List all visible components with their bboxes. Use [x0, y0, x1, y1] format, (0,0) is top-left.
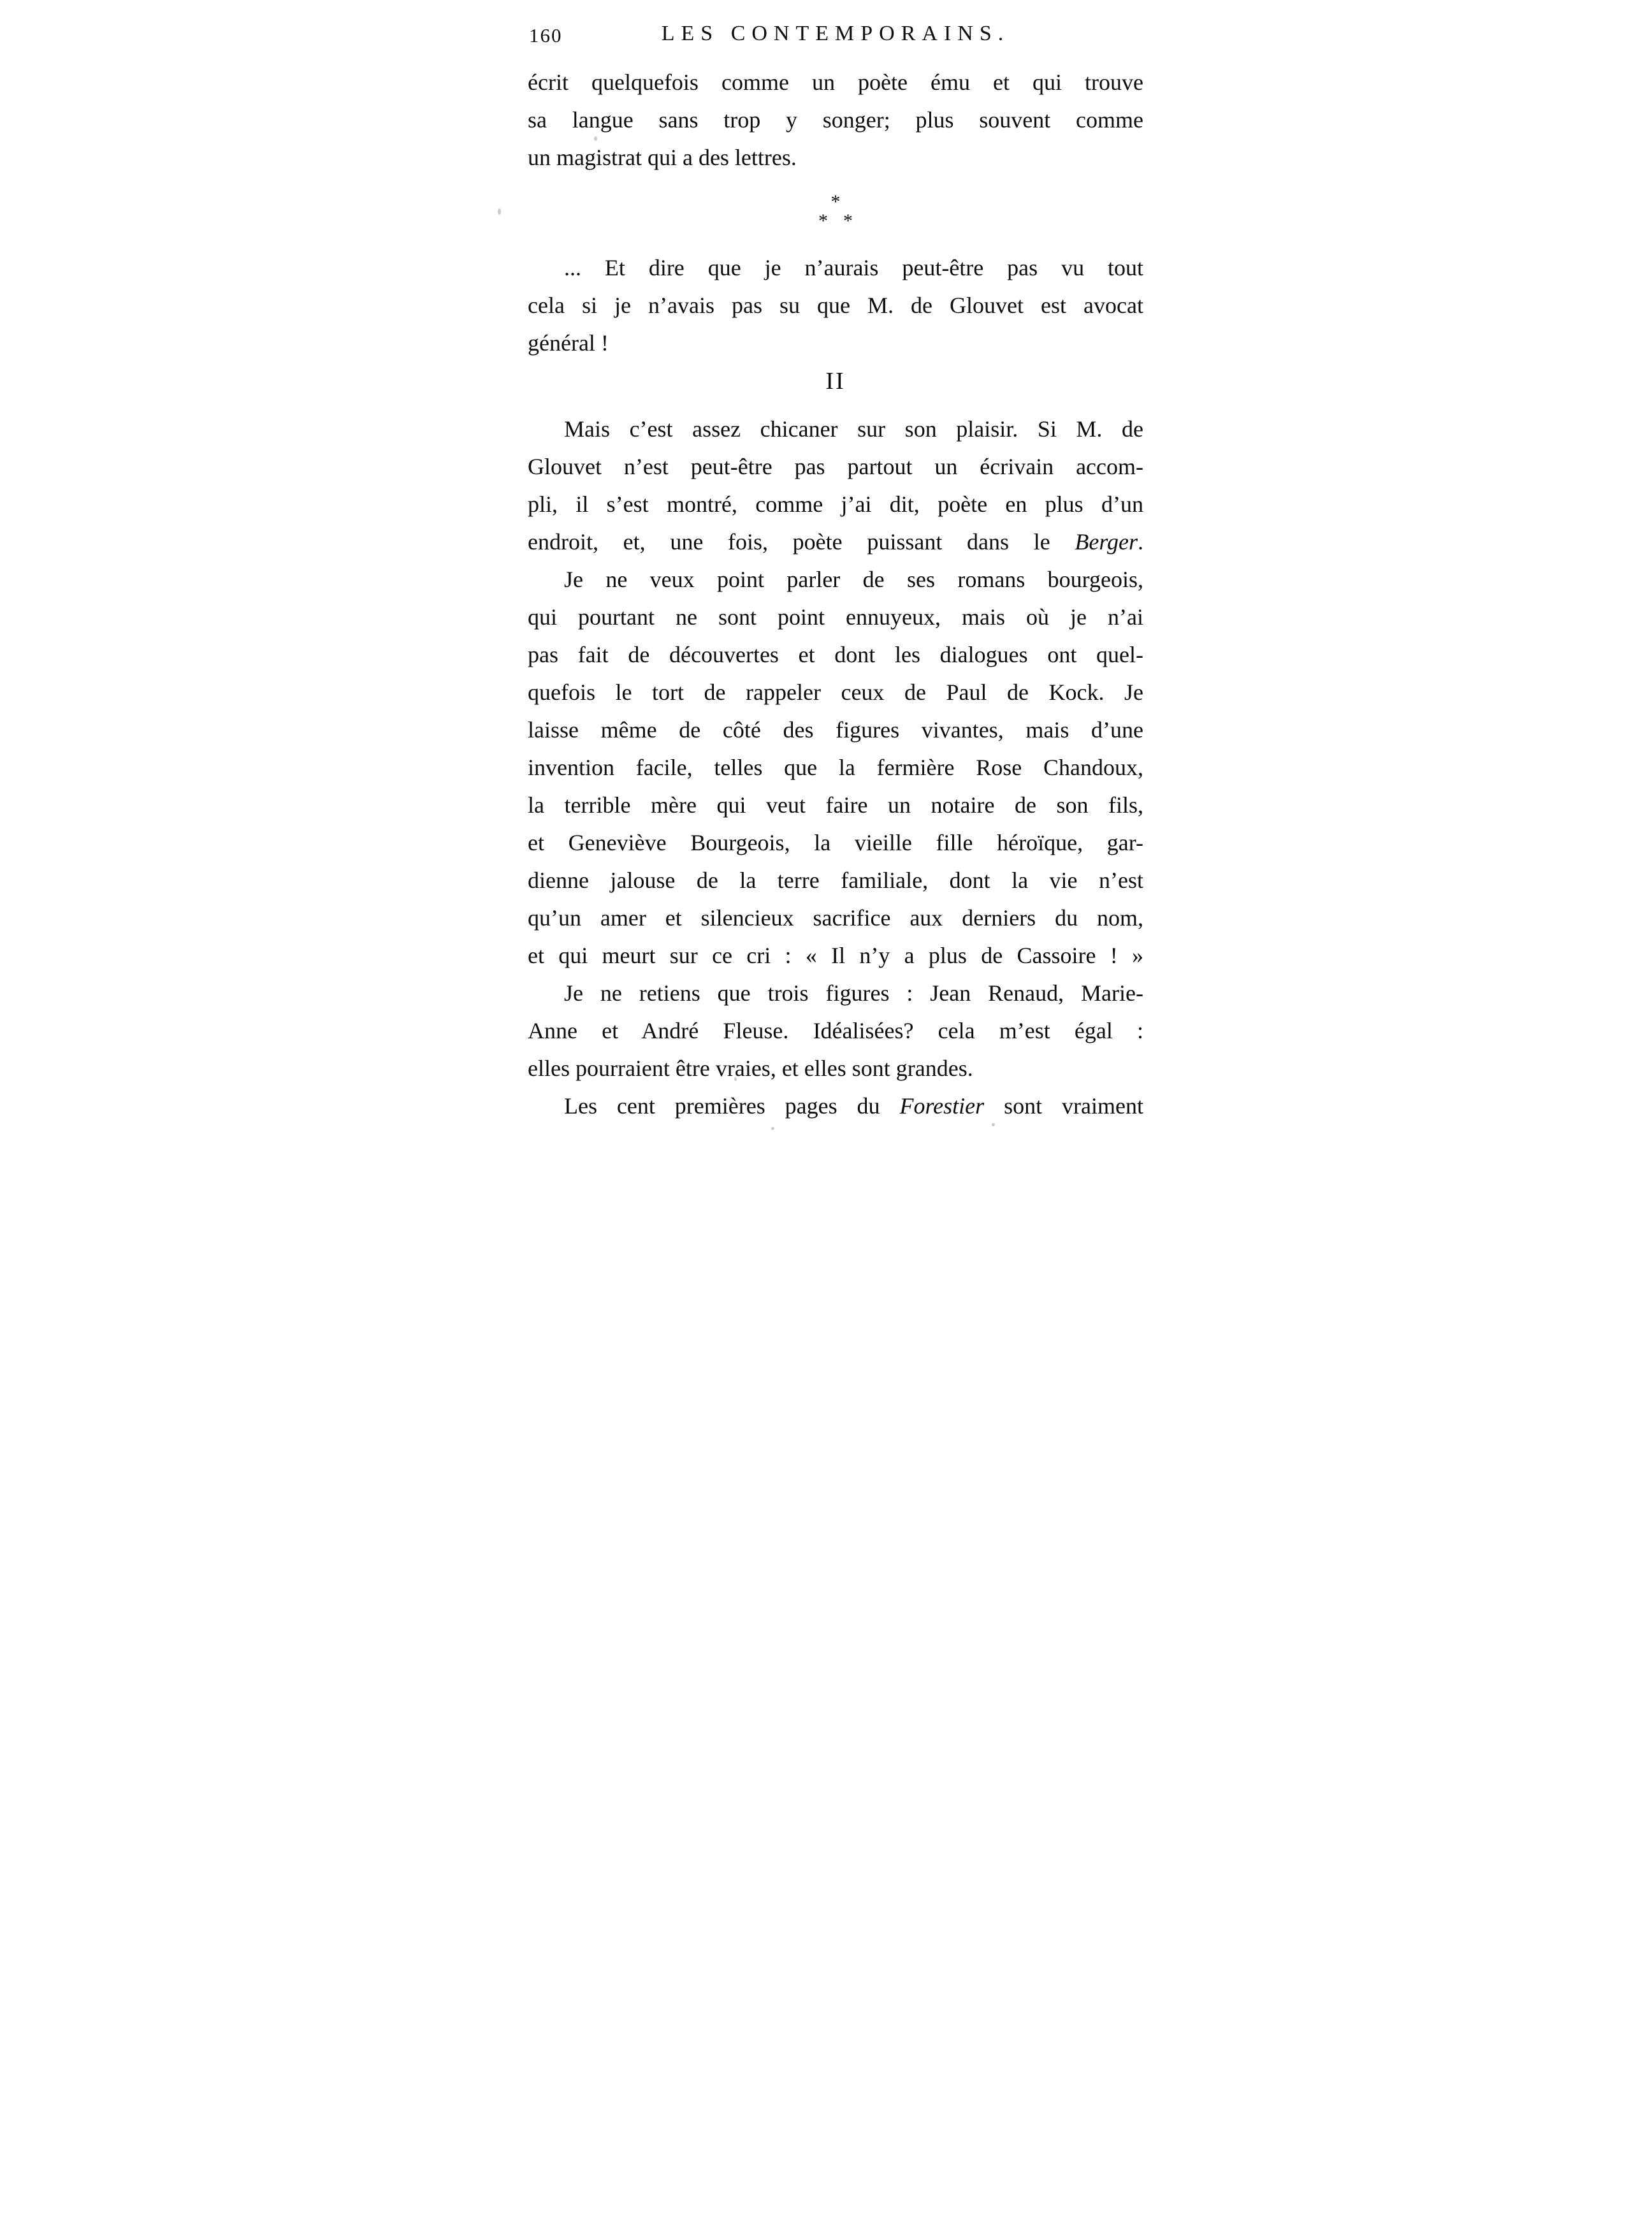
text-line [528, 101, 1143, 139]
asterisk-icon: * [830, 191, 841, 212]
page-number: 160 [529, 24, 563, 47]
scan-artifact [992, 1123, 995, 1126]
text-line [528, 824, 1143, 862]
text-segment: Je ne retiens que trois figures : Jean Renaud, Marie- [564, 980, 1143, 1006]
text-segment: laisse même de côté des figures vivantes, mais d’une [528, 717, 1143, 743]
text-line [528, 937, 1143, 975]
text-line [528, 249, 1143, 287]
section-heading: II [825, 368, 846, 395]
text-segment: la terrible mère qui veut faire un notaire de son fils, [528, 792, 1143, 818]
text-line [528, 749, 1143, 787]
text-segment: . [1138, 529, 1143, 555]
text-segment: endroit, et, une fois, poète puissant dans le [528, 529, 1075, 555]
asterisk-icon: * [843, 210, 853, 231]
text-segment: écrit quelquefois comme un poète ému et qui trouve [528, 69, 1143, 95]
text-line [528, 787, 1143, 824]
running-title: LES CONTEMPORAINS. [661, 22, 1010, 45]
italic-text: Berger [1075, 529, 1138, 555]
text-line [528, 1087, 1143, 1125]
scan-artifact [771, 1127, 774, 1130]
text-segment: elles pourraient être vraies, et elles sont grandes. [528, 1056, 973, 1081]
text-segment: Mais c’est assez chicaner sur son plaisir. Si M. de [564, 416, 1143, 442]
text-segment: Anne et André Fleuse. Idéalisées? cela m’est égal : [528, 1018, 1143, 1043]
text-segment: et qui meurt sur ce cri : « Il n’y a plus de Cassoire ! » [528, 943, 1143, 968]
text-segment: pli, il s’est montré, comme j’ai dit, poète en plus d’un [528, 491, 1143, 517]
text-segment: général ! [528, 330, 609, 356]
scan-artifact [734, 1077, 737, 1081]
scan-artifact [498, 208, 501, 215]
text-line [528, 599, 1143, 636]
text-line [528, 486, 1143, 523]
text-line [528, 523, 1143, 561]
page-header [528, 19, 1143, 50]
paragraph [528, 410, 1143, 561]
text-line [528, 1050, 1143, 1087]
text-line [528, 64, 1143, 101]
paragraph [528, 975, 1143, 1087]
italic-text: Forestier [899, 1093, 985, 1119]
text-line [528, 1012, 1143, 1050]
text-segment: et Geneviève Bourgeois, la vieille fille héroïque, gar- [528, 830, 1143, 855]
text-segment: un magistrat qui a des lettres. [528, 145, 797, 170]
text-segment: Les cent premières pages du [564, 1093, 900, 1119]
text-segment: quefois le tort de rappeler ceux de Paul de Kock. Je [528, 679, 1143, 705]
text-segment: sa langue sans trop y songer; plus souvent comme [528, 107, 1143, 133]
text-line [528, 899, 1143, 937]
text-segment: sont vraiment [984, 1093, 1143, 1119]
text-line [528, 410, 1143, 448]
text-segment: Glouvet n’est peut-être pas partout un écrivain accom- [528, 454, 1143, 479]
asterisk-icon: * [818, 210, 828, 231]
text-segment: invention facile, telles que la fermière Rose Chandoux, [528, 755, 1143, 780]
asterisk-row [528, 212, 1143, 230]
text-segment: ... Et dire que je n’aurais peut-être pas vu tout [564, 255, 1143, 280]
text-line [528, 448, 1143, 486]
paragraph [528, 561, 1143, 975]
text-segment: Je ne veux point parler de ses romans bourgeois, [564, 567, 1143, 592]
text-segment: dienne jalouse de la terre familiale, dont la vie n’est [528, 868, 1143, 893]
text-line [528, 324, 1143, 362]
text-segment: pas fait de découvertes et dont les dialogues ont quel- [528, 642, 1143, 667]
text-line [528, 139, 1143, 177]
text-line [528, 636, 1143, 674]
text-line [528, 711, 1143, 749]
text-line [528, 561, 1143, 599]
text-segment: qu’un amer et silencieux sacrifice aux derniers du nom, [528, 905, 1143, 931]
text-segment: cela si je n’avais pas su que M. de Glouvet est avocat [528, 293, 1143, 318]
text-line [528, 287, 1143, 324]
paragraph [528, 1087, 1143, 1125]
text-line [528, 862, 1143, 899]
asterism-divider [528, 193, 1143, 230]
scan-artifact [594, 136, 597, 141]
text-segment: qui pourtant ne sont point ennuyeux, mais où je n’ai [528, 604, 1143, 630]
text-line [528, 674, 1143, 711]
paragraph [528, 64, 1143, 177]
paragraph [528, 249, 1143, 362]
page-body [528, 64, 1143, 1125]
text-line [528, 975, 1143, 1012]
